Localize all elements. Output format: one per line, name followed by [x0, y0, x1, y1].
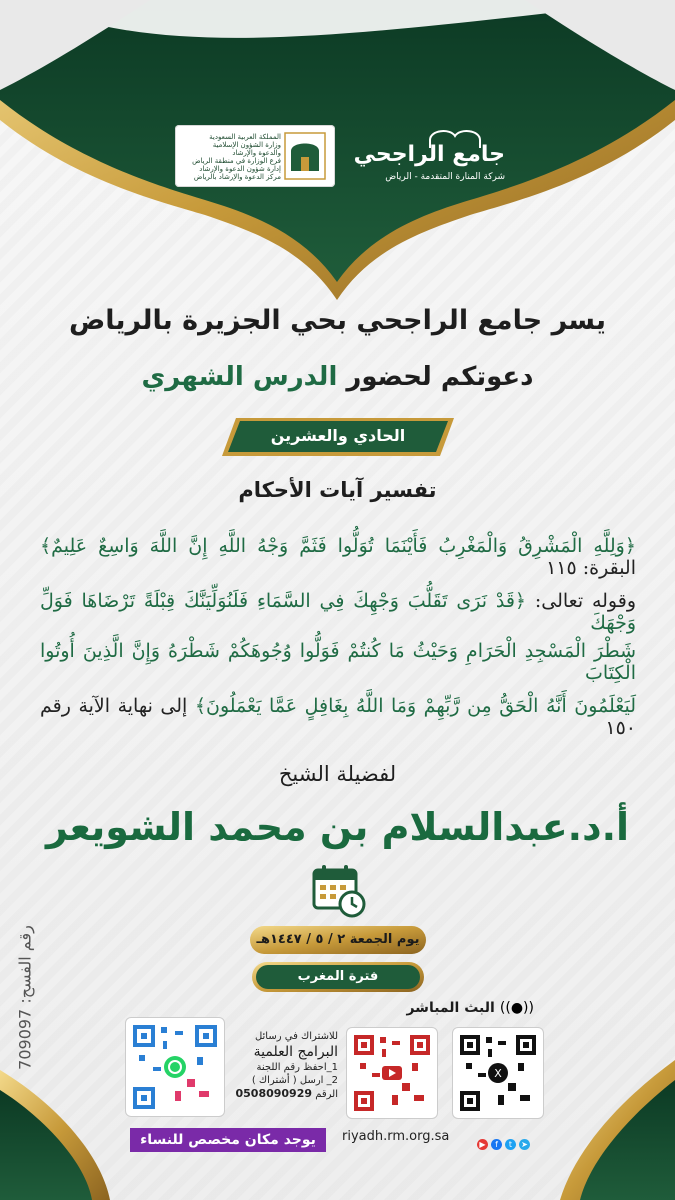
shaikh-title: لفضيلة الشيخ	[278, 762, 397, 786]
verse-3-quote: شَطْرَ الْمَسْجِدِ الْحَرَامِ وَحَيْثُ مَا كُنتُمْ فَوَلُّوا وُجُوهَكُمْ شَطْرَهُ وَإِنَّ الَّذِينَ أُوتُوا الْكِتَابَ	[40, 640, 636, 684]
live-stream-label	[380, 997, 540, 1019]
verse-4-quote: لَيَعْلَمُونَ أَنَّهُ الْحَقُّ مِن رَّبِّهِمْ وَمَا اللَّهُ بِغَافِلٍ عَمَّا يَعْمَلُونَ﴾	[194, 695, 636, 717]
subscribe-line-2: البرامج العلمية	[253, 1044, 338, 1060]
social-icons	[474, 1132, 552, 1149]
subscribe-info	[228, 1030, 338, 1130]
calendar-clock-icon	[310, 862, 368, 920]
verse-line-1	[40, 535, 636, 579]
subscribe-number-label: الرقم	[315, 1089, 338, 1100]
svg-text:X: X	[494, 1067, 502, 1080]
verse-2-prefix: وقوله تعالى:	[526, 590, 636, 612]
verse-4-suffix: إلى نهاية الآية رقم ١٥٠	[40, 695, 636, 739]
mosque-logo	[350, 128, 505, 188]
lesson-subject: تفسير آيات الأحكام	[238, 478, 437, 502]
qr-whatsapp-icon	[131, 1023, 219, 1111]
website-link[interactable]: riyadh.rm.org.sa	[342, 1129, 450, 1144]
verse-line-4	[40, 695, 636, 739]
ministry-emblem-icon	[283, 131, 327, 181]
date-pill	[252, 928, 424, 952]
ministry-text: المملكة العربية السعودية وزارة الشؤون الإسلامية والدعوة والإرشاد فرع الوزارة في منطقة الرياض إدارة شؤون الدعوة والإرشاد مركز الدعوة والإرشاد بالرياض	[192, 133, 281, 181]
period-pill	[254, 964, 422, 990]
women-section-note: يوجد مكان مخصص للنساء	[130, 1128, 326, 1152]
verse-line-3	[40, 640, 636, 684]
verse-1-quote: ﴿وَلِلَّهِ الْمَشْرِقُ وَالْمَغْرِبُ فَأَيْنَمَا تُوَلُّوا فَثَمَّ وَجْهُ اللَّهِ إِنَّ اللَّهَ وَاسِعٌ عَلِيمٌ﴾	[40, 535, 636, 557]
qr-code-whatsapp[interactable]	[125, 1017, 225, 1117]
telegram-icon[interactable]: ➤	[519, 1139, 530, 1150]
subscribe-step-2: 2_ ارسل ( أشتراك )	[251, 1075, 338, 1086]
qr-x-icon	[458, 1033, 538, 1113]
subscribe-line-1: للاشتراك في رسائل	[254, 1031, 338, 1042]
twitter-icon[interactable]: t	[505, 1139, 516, 1150]
subscribe-step-1: 1_احفظ رقم اللجنة	[256, 1062, 338, 1073]
ministry-logo	[175, 125, 335, 187]
ordinal-ribbon	[222, 416, 454, 458]
mosque-subtitle: شركة المنارة المتقدمة - الرياض	[385, 172, 505, 182]
qr-code-youtube[interactable]	[346, 1027, 438, 1119]
verse-2-quote: ﴿قَدْ نَرَى تَقَلُّبَ وَجْهِكَ فِي السَّمَاءِ فَلَنُوَلِّيَنَّكَ قِبْلَةً تَرْضَاهَا فَوَلِّ وَجْهَكَ	[40, 590, 636, 634]
shaikh-name: أ.د.عبدالسلام بن محمد الشويعر	[45, 805, 630, 849]
permit-number-text: رقم الفسح: 709097	[15, 925, 35, 1070]
lesson-type: الدرس الشهري	[141, 362, 338, 392]
live-stream-text: البث المباشر	[406, 1000, 495, 1016]
broadcast-icon: ((●))	[499, 1000, 534, 1016]
verse-line-2	[40, 590, 636, 634]
facebook-icon[interactable]: f	[491, 1139, 502, 1150]
verse-1-ref: البقرة: ١١٥	[546, 557, 636, 579]
qr-youtube-icon	[352, 1033, 432, 1113]
period-text: فترة المغرب	[297, 969, 379, 984]
invitation-line-2-prefix: دعوتكم لحضور	[337, 362, 534, 392]
permit-number	[0, 880, 56, 1130]
date-text: يوم الجمعة ٢ / ٥ / ١٤٤٧هـ	[256, 932, 420, 947]
ordinal-label: الحادي والعشرين	[270, 426, 406, 445]
subscribe-number: 0508090929	[235, 1087, 313, 1100]
youtube-icon[interactable]: ▶	[477, 1139, 488, 1150]
invitation-line-2	[0, 362, 675, 392]
qr-code-x[interactable]	[452, 1027, 544, 1119]
invitation-line-1: يسر جامع الراجحي بحي الجزيرة بالرياض	[68, 305, 607, 336]
mosque-brand: جامع الراجحي	[353, 142, 505, 167]
